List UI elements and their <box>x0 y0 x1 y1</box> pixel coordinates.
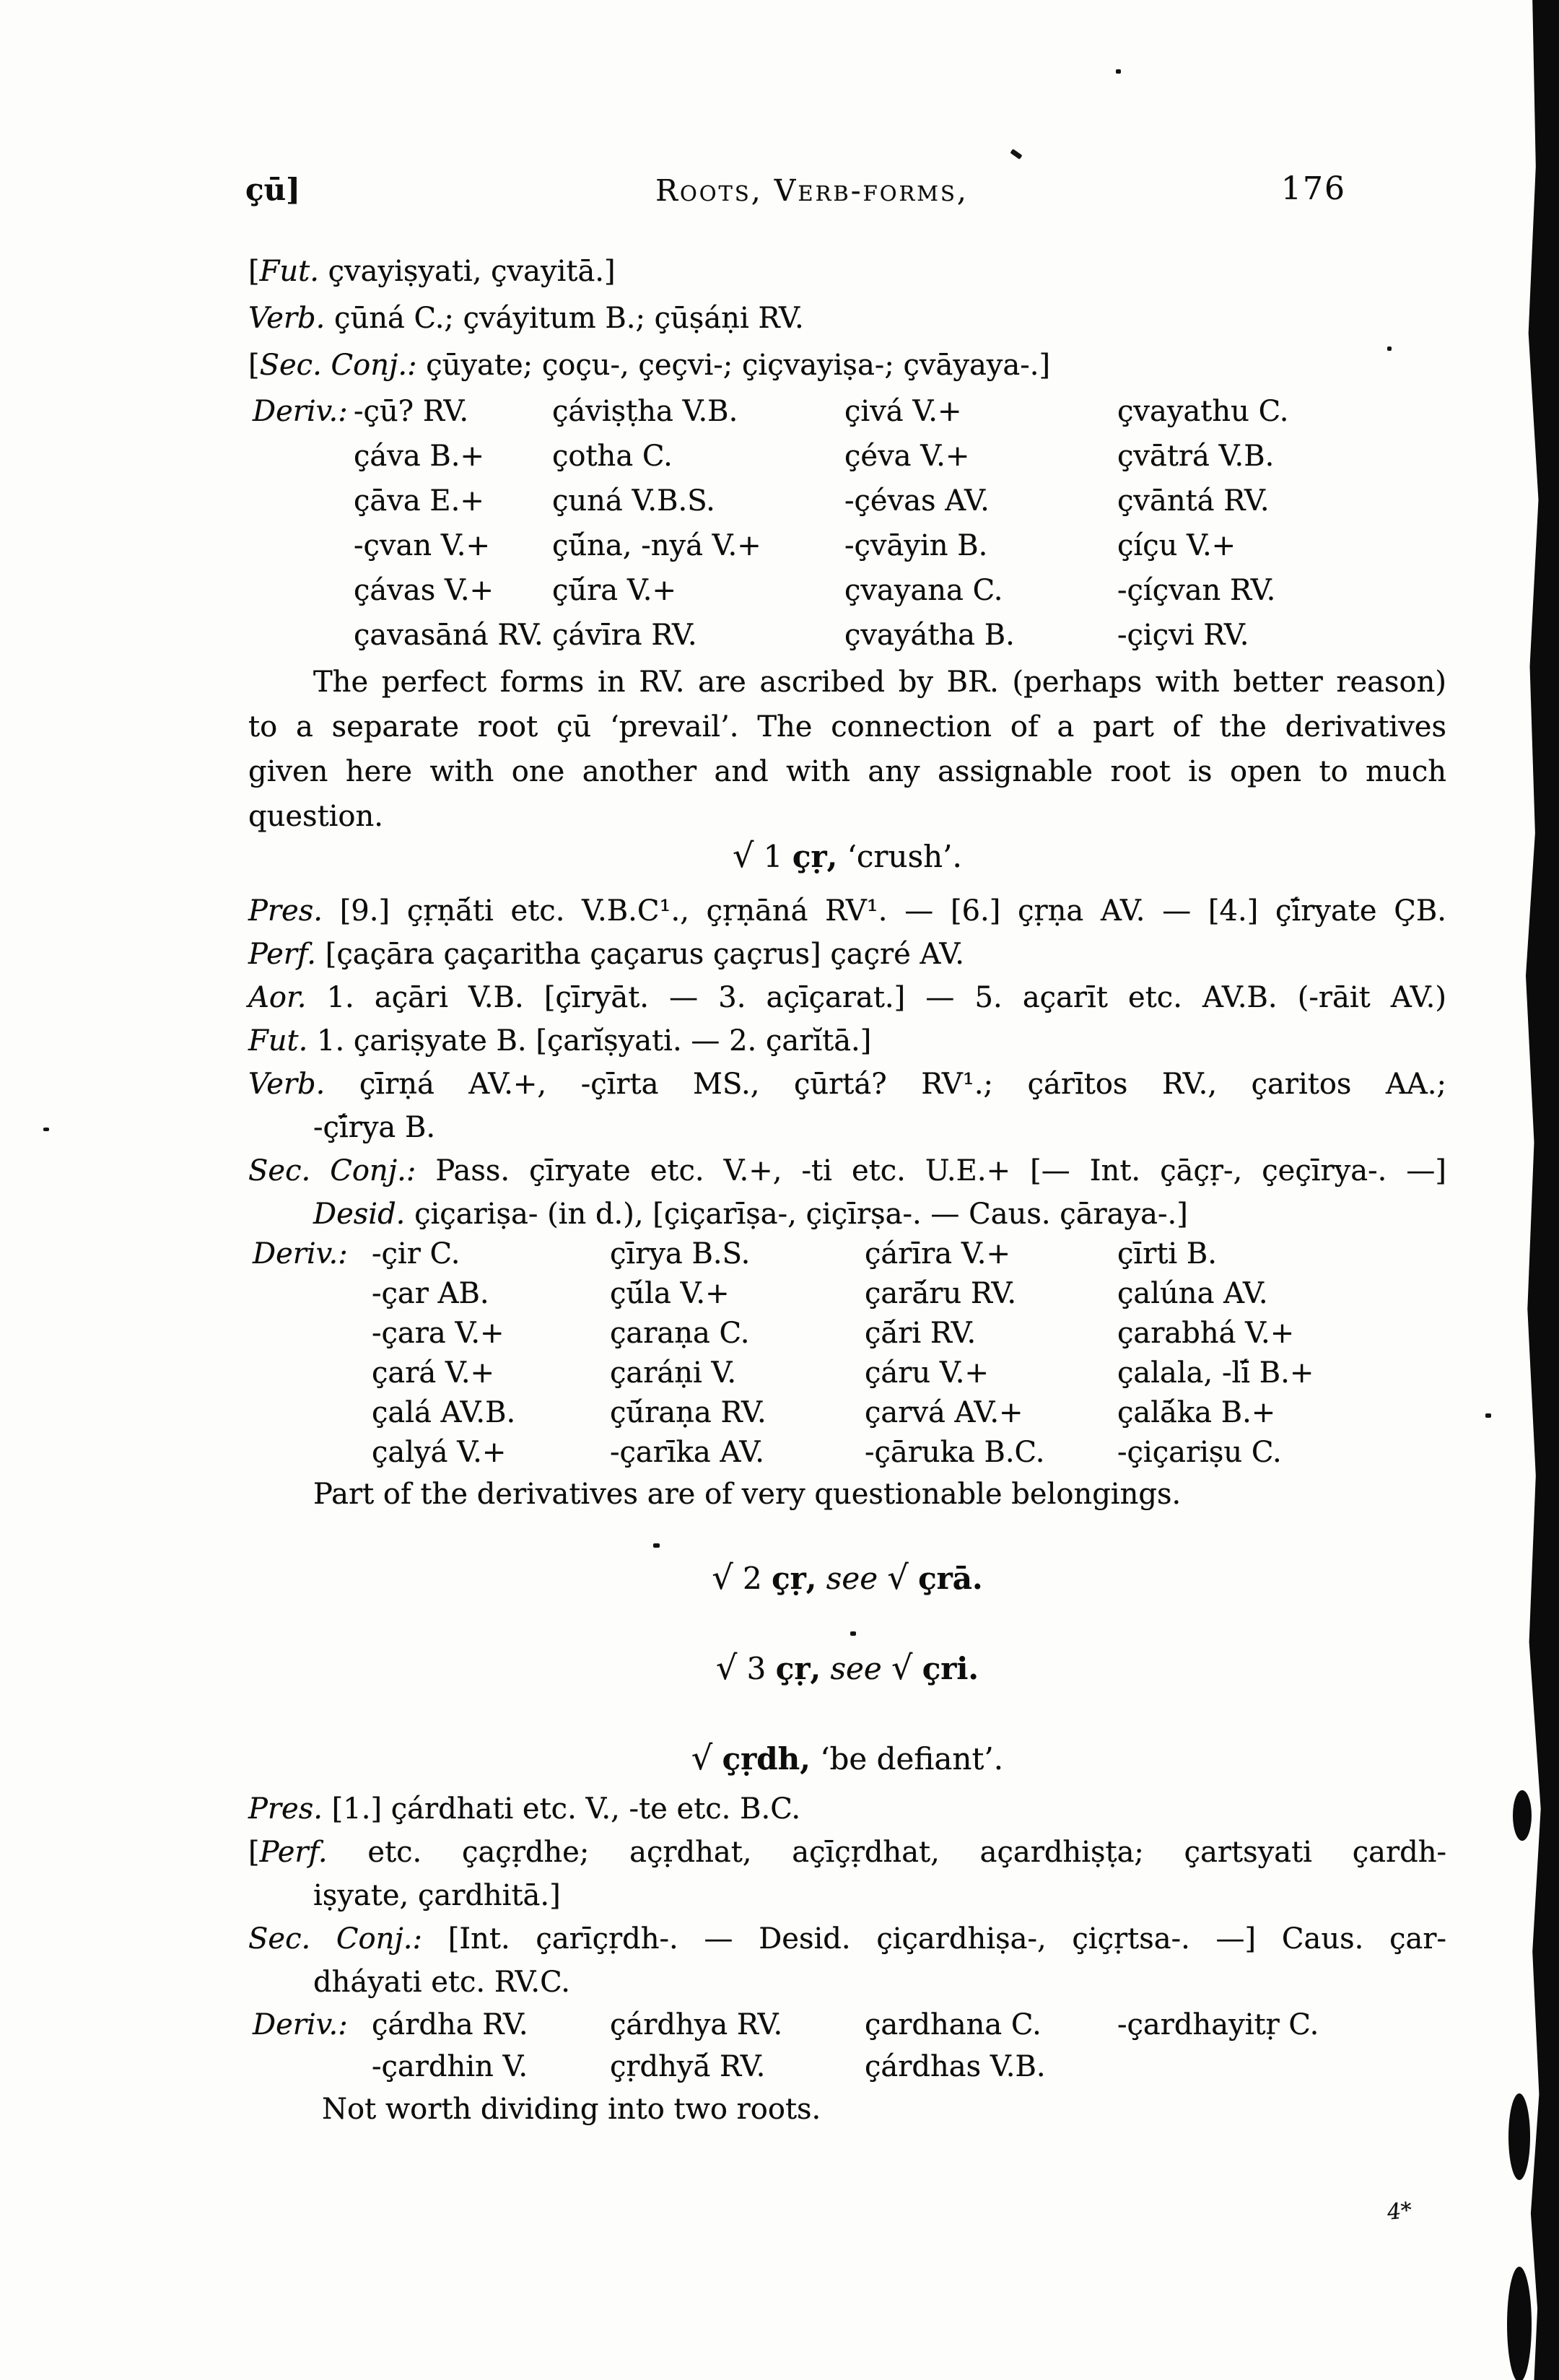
deriv-cell: çṛdhyā́ RV. <box>610 2050 766 2083</box>
deriv-table-row <box>0 1356 1559 1400</box>
deriv-label: Deriv.: <box>253 2008 348 2041</box>
root-heading-1cr <box>248 836 1446 876</box>
note-line: to a separate root çū ‘prevail’. The connection of a part of the derivatives <box>248 710 1446 744</box>
radical-sign: √ <box>733 836 754 875</box>
deriv-cell: çárdhya RV. <box>610 2008 783 2041</box>
deriv-cell: çavasāná RV. <box>354 619 543 652</box>
bracket: [ <box>248 1836 260 1869</box>
deriv-cell: çáva B.+ <box>354 440 485 473</box>
root-word: çṛ, <box>772 1561 817 1596</box>
scan-speck <box>1485 1413 1491 1418</box>
sec-conj-continuation: dháyati etc. RV.C. <box>313 1966 571 1999</box>
radical-sign: √ <box>712 1558 733 1597</box>
scan-speck <box>1387 346 1392 351</box>
deriv-cell: -çíçvan RV. <box>1117 574 1276 607</box>
deriv-table-row <box>0 395 1559 438</box>
deriv-cell: -çvāyin B. <box>844 529 988 562</box>
sec-conj-line <box>248 1154 1446 1188</box>
radical-sign: √ <box>691 1738 713 1777</box>
aor-line <box>248 980 1446 1015</box>
tense-label: Perf. <box>259 1836 328 1869</box>
root-gloss: ‘be defiant’. <box>820 1741 1004 1777</box>
deriv-cell: çárdhas V.B. <box>865 2050 1046 2083</box>
fut-line <box>248 1024 871 1058</box>
deriv-cell: çaráṇi V. <box>610 1356 737 1390</box>
deriv-cell: çīrya B.S. <box>610 1237 751 1270</box>
deriv-cell: çū́la V.+ <box>610 1277 730 1310</box>
deriv-table-row <box>0 574 1559 617</box>
deriv-cell: çarā́ru RV. <box>865 1277 1017 1310</box>
deriv-cell: çvayathu C. <box>1117 395 1289 428</box>
remark-line: Not worth dividing into two roots. <box>322 2093 821 2126</box>
root-word: çrā. <box>918 1561 983 1596</box>
deriv-cell: çū́na, -nyá V.+ <box>552 529 761 562</box>
note-line: question. <box>248 800 383 833</box>
deriv-cell: -çiçvi RV. <box>1117 619 1249 652</box>
deriv-cell: -çiçariṣu C. <box>1117 1436 1282 1469</box>
root-number: 1 <box>763 839 783 874</box>
deriv-cell: çvayátha B. <box>844 619 1015 652</box>
deriv-cell: -çar AB. <box>372 1277 489 1310</box>
perf-line <box>248 1835 1446 1870</box>
deriv-cell: çará V.+ <box>372 1356 495 1390</box>
deriv-cell: çardhana C. <box>865 2008 1041 2041</box>
deriv-cell: çā́ri RV. <box>865 1317 977 1350</box>
scan-speck <box>1010 149 1022 160</box>
scan-blob <box>1507 2267 1532 2380</box>
deriv-table-row <box>0 1317 1559 1360</box>
deriv-cell: çéva V.+ <box>844 440 970 473</box>
root-word: çṛ, <box>775 1651 821 1686</box>
deriv-cell: -çū? RV. <box>354 395 469 428</box>
deriv-cell: çarabhá V.+ <box>1117 1317 1295 1350</box>
bracket: [ <box>248 349 260 382</box>
deriv-cell: -çarīka AV. <box>610 1436 764 1469</box>
tense-label: Sec. Conj.: <box>248 1154 416 1187</box>
tense-label: Sec. Conj.: <box>248 1922 422 1956</box>
root-heading-crdh <box>248 1738 1446 1778</box>
deriv-cell: -çévas AV. <box>844 484 990 518</box>
note-line: given here with one another and with any assignable root is open to much <box>248 755 1446 788</box>
deriv-label: Deriv.: <box>253 395 348 428</box>
forms-text: [çaçāra çaçaritha çaçarus çaçrus] çaçré AV. <box>325 938 965 971</box>
forms-text: Pass. çīryate etc. V.+, -ti etc. U.E.+ [— Int. çāçṛ-, çeçīrya-. —] <box>435 1154 1446 1187</box>
deriv-cell: -çir C. <box>372 1237 460 1270</box>
remark-line: Part of the derivatives are of very questionable belongings. <box>313 1478 1182 1511</box>
forms-text: çiçariṣa- (in d.), [çiçarīṣa-, çiçīrṣa-. — Caus. çāraya-.] <box>414 1198 1188 1231</box>
root-word: çri. <box>922 1651 979 1686</box>
deriv-cell: çalúna AV. <box>1117 1277 1268 1310</box>
bracket: [ <box>248 255 260 288</box>
deriv-table-row <box>0 1436 1559 1479</box>
deriv-cell: çvātrá V.B. <box>1117 440 1275 473</box>
header-catchword: çū] <box>245 172 300 207</box>
sec-conj-line <box>248 348 1050 383</box>
deriv-cell: -çāruka B.C. <box>865 1436 1045 1469</box>
deriv-cell: çávīra RV. <box>552 619 697 652</box>
forms-text: çvayiṣyati, çvayitā.] <box>328 255 616 288</box>
radical-sign: √ <box>715 1648 738 1687</box>
tense-label: Verb. <box>248 302 326 335</box>
deriv-cell: çuná V.B.S. <box>552 484 715 518</box>
tense-label: Fut. <box>248 1024 308 1058</box>
deriv-cell: çáviṣṭha V.B. <box>552 395 738 428</box>
verb-line-continuation: -çī́rya B. <box>313 1111 436 1144</box>
tense-label: Pres. <box>248 894 323 928</box>
root-word: çṛdh, <box>722 1741 811 1777</box>
deriv-cell: -çara V.+ <box>372 1317 505 1350</box>
forms-text: çīrṇá AV.+, -çīrta MS., çūrtá? RV¹.; çárītos RV., çaritos AA.; <box>359 1068 1446 1101</box>
deriv-cell: -çvan V.+ <box>354 529 490 562</box>
deriv-cell: çáru V.+ <box>865 1356 989 1390</box>
scan-speck <box>43 1128 49 1131</box>
deriv-cell: çárdha RV. <box>372 2008 528 2041</box>
deriv-table-row <box>0 2008 1559 2052</box>
note-line: The perfect forms in RV. are ascribed by BR. (perhaps with better reason) <box>313 666 1446 699</box>
deriv-table-row <box>0 1396 1559 1439</box>
forms-text: [1.] çárdhati etc. V., -te etc. B.C. <box>331 1792 801 1826</box>
deriv-cell: çalala, -lī́ B.+ <box>1117 1356 1314 1390</box>
tense-label: Verb. <box>248 1068 326 1101</box>
root-gloss: ‘crush’. <box>847 839 962 874</box>
tense-label: Pres. <box>248 1792 323 1826</box>
deriv-table-row <box>0 440 1559 483</box>
scan-blob <box>1513 1790 1532 1841</box>
deriv-cell: -çardhayitṛ C. <box>1117 2008 1319 2041</box>
forms-text: çūná C.; çváyitum B.; çūṣáṇi RV. <box>334 302 804 335</box>
tense-label: Aor. <box>248 981 307 1014</box>
deriv-cell: çíçu V.+ <box>1117 529 1236 562</box>
deriv-cell: çvayana C. <box>844 574 1003 607</box>
header-title: Roots, Verb-forms, <box>655 173 969 208</box>
root-number: 3 <box>746 1651 767 1686</box>
forms-text: [Int. çarīçṛdh-. — Desid. çiçardhiṣa-, çiçṛtsa-. —] Caus. çar- <box>447 1922 1446 1956</box>
deriv-table-row <box>0 529 1559 572</box>
fut-line <box>248 254 616 289</box>
scan-speck <box>653 1543 660 1548</box>
deriv-cell: -çardhin V. <box>372 2050 528 2083</box>
root-heading-3cr <box>248 1648 1446 1688</box>
deriv-cell: çū́raṇa RV. <box>610 1396 767 1429</box>
sec-conj-line <box>248 1922 1446 1956</box>
perf-line-continuation: iṣyate, çardhitā.] <box>313 1879 561 1912</box>
deriv-cell: çávas V.+ <box>354 574 494 607</box>
scan-speck <box>850 1631 856 1636</box>
deriv-cell: çarvá AV.+ <box>865 1396 1023 1429</box>
deriv-table-row <box>0 1237 1559 1281</box>
deriv-cell: çāva E.+ <box>354 484 484 518</box>
forms-text: çūyate; çoçu-, çeçvi-; çiçvayiṣa-; çvāyaya-.] <box>426 349 1051 382</box>
tense-label: Perf. <box>248 938 317 971</box>
tense-label: Fut. <box>259 255 319 288</box>
scan-blob <box>1508 2093 1530 2180</box>
forms-text: 1. açāri V.B. [çīryāt. — 3. açīçarat.] — 5. açarīt etc. AV.B. (-rāit AV.) <box>326 981 1446 1014</box>
signature-mark: 4* <box>1386 2197 1413 2226</box>
pres-line <box>248 894 1446 928</box>
deriv-cell: çvāntá RV. <box>1117 484 1270 518</box>
page-number: 176 <box>1281 170 1346 207</box>
cross-reference: see <box>830 1651 882 1686</box>
tense-label: Desid. <box>313 1198 406 1231</box>
root-heading-2cr <box>248 1558 1446 1597</box>
deriv-cell: çalá AV.B. <box>372 1396 516 1429</box>
desid-line <box>313 1197 1188 1232</box>
deriv-table-row <box>0 1277 1559 1320</box>
perf-line <box>248 937 964 972</box>
deriv-cell: çivá V.+ <box>844 395 962 428</box>
root-word: çṛ, <box>792 839 838 874</box>
deriv-cell: çárīra V.+ <box>865 1237 1010 1270</box>
radical-sign: √ <box>891 1648 913 1687</box>
forms-text: [9.] çṛṇā́ti etc. V.B.C¹., çṛṇāná RV¹. — [6.] çṛṇa AV. — [4.] çī́ryate ÇB. <box>339 894 1447 928</box>
deriv-cell: çotha C. <box>552 440 673 473</box>
cross-reference: see <box>826 1561 878 1596</box>
deriv-cell: çalā́ka B.+ <box>1117 1396 1276 1429</box>
deriv-cell: çalyá V.+ <box>372 1436 507 1469</box>
radical-sign: √ <box>887 1558 909 1597</box>
tense-label: Sec. Conj.: <box>259 349 417 382</box>
verb-line <box>248 301 804 336</box>
deriv-table-row <box>0 2050 1559 2093</box>
root-number: 2 <box>743 1561 762 1596</box>
forms-text: etc. çaçṛdhe; açṛdhat, açīçṛdhat, açardhiṣṭa; çartsyati çardh- <box>367 1836 1446 1869</box>
verb-line <box>248 1067 1446 1102</box>
deriv-cell: çū́ra V.+ <box>552 574 676 607</box>
deriv-label: Deriv.: <box>253 1237 348 1270</box>
deriv-cell: çaraṇa C. <box>610 1317 750 1350</box>
scan-speck <box>1116 69 1121 74</box>
deriv-cell: çīrti B. <box>1117 1237 1218 1270</box>
deriv-table-row <box>0 619 1559 662</box>
deriv-table-row <box>0 484 1559 528</box>
forms-text: 1. çariṣyate B. [çarĭṣyati. — 2. çarĭtā.] <box>317 1024 872 1058</box>
pres-line <box>248 1792 800 1826</box>
